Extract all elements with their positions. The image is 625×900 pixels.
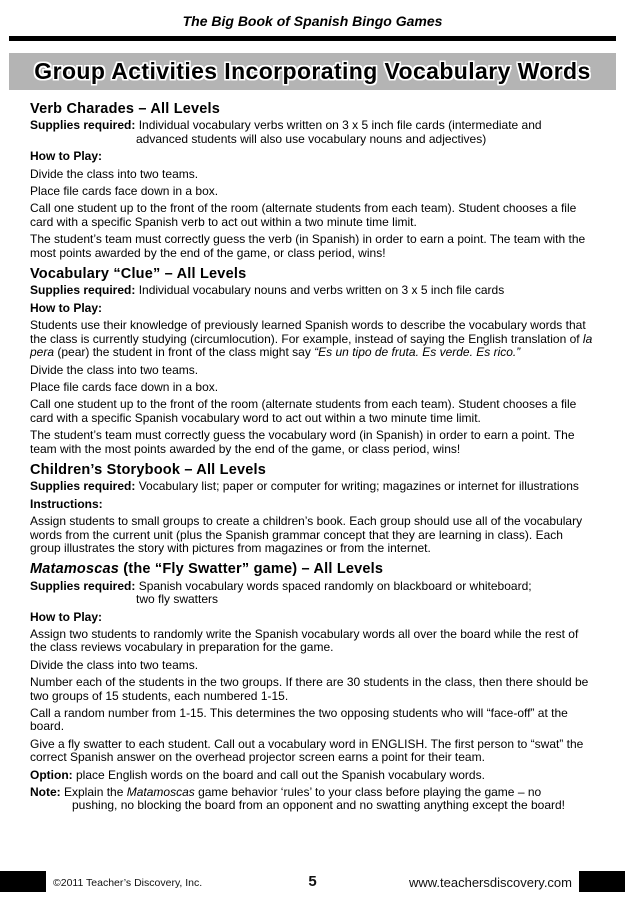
paragraph: [30, 150, 595, 163]
paragraph: [30, 738, 595, 765]
paragraph: [30, 659, 595, 672]
text-run: advanced students will also use vocabulary nouns and adjectives): [136, 131, 487, 146]
text-run: Verb Charades – All Levels: [30, 101, 221, 117]
text-run: Number each of the students in the two groups. If there are 30 students in the class, then there should be two groups of 15 students, each numbered 1-15.: [30, 675, 589, 703]
text-run: Individual vocabulary nouns and verbs written on 3 x 5 inch file cards: [135, 283, 505, 298]
paragraph: [30, 628, 595, 655]
text-run: Place file cards face down in a box.: [30, 184, 219, 199]
paragraph: [30, 398, 595, 425]
page-header: [0, 0, 625, 41]
section: [30, 103, 595, 260]
text-run: Note:: [30, 785, 61, 800]
text-run: Place file cards face down in a box.: [30, 379, 219, 394]
text-run: Students use their knowledge of previously learned Spanish words to describe the vocabulary words that the class is currently studying (circumlocution). For example, instead of saying the English translation of: [30, 318, 586, 346]
text-run: Assign students to small groups to create a children’s book. Each group should use all of the vocabulary words from the current unit (plus the Spanish grammar concept that they are learning in class). Each group illustrates the story with pictures from magazines or from the internet.: [30, 514, 583, 555]
text-run: How to Play:: [30, 149, 103, 164]
text-run: Matamoscas: [30, 561, 124, 578]
text-run: two fly swatters: [136, 592, 219, 607]
text-run: game behavior ‘rules’ to your class before playing the game – no: [194, 785, 542, 800]
title-banner: [9, 53, 616, 90]
text-run: “Es un tipo de fruta. Es verde. Es rico.”: [314, 345, 521, 360]
text-run: Explain the: [60, 785, 127, 800]
paragraph: [30, 786, 595, 813]
paragraph: [30, 364, 595, 377]
text-run: (the “Fly Swatter” game) – All Levels: [123, 561, 384, 578]
section-heading: [30, 563, 595, 576]
text-run: la pera: [30, 331, 593, 360]
paragraph: [30, 319, 595, 359]
sections: [0, 90, 625, 813]
page-title: Group Activities Incorporating Vocabulary Words: [34, 58, 591, 84]
paragraph: [30, 302, 595, 315]
text-run: Supplies required:: [30, 283, 136, 298]
footer-right-bar: [579, 871, 625, 892]
text-run: Divide the class into two teams.: [30, 657, 199, 672]
text-run: Supplies required:: [30, 118, 136, 133]
paragraph: [30, 580, 595, 607]
text-run: Call one student up to the front of the room (alternate students from each team). Student chooses a file card with a specific Spanish vocabulary word to act out within a two minute time limit.: [30, 397, 577, 425]
paragraph: [30, 707, 595, 734]
text-run: (pear) the student in front of the class might say: [54, 345, 315, 360]
paragraph: [30, 381, 595, 394]
text-run: Call one student up to the front of the room (alternate students from each team). Student chooses a file card with a specific Spanish verb to act out within a two minute time limit.: [30, 201, 577, 229]
text-run: Vocabulary “Clue” – All Levels: [30, 266, 247, 283]
text-run: Give a fly swatter to each student. Call out a vocabulary word in ENGLISH. The first person to “swat” the correct Spanish answer on the overhead projector screen earns a point for their team.: [30, 736, 584, 765]
section-heading: [30, 268, 595, 281]
paragraph: [30, 480, 595, 493]
paragraph: [30, 168, 595, 181]
text-run: Supplies required:: [30, 578, 136, 593]
text-run: How to Play:: [30, 300, 103, 315]
text-run: place English words on the board and call out the Spanish vocabulary words.: [72, 767, 485, 782]
paragraph: [30, 429, 595, 456]
text-run: Supplies required:: [30, 479, 136, 494]
paragraph: [30, 119, 595, 146]
text-run: Divide the class into two teams.: [30, 362, 199, 377]
text-run: Matamoscas: [126, 785, 195, 800]
text-run: The student’s team must correctly guess the vocabulary word (in Spanish) in order to earn a point. The team with the most points awarded by the end of the game, or class period, wins!: [30, 428, 575, 456]
text-run: Spanish vocabulary words spaced randomly on blackboard or whiteboard;: [135, 578, 532, 593]
text-run: Call a random number from 1-15. This determines the two opposing students who will “face-off” at the board.: [30, 706, 568, 734]
text-run: How to Play:: [30, 609, 103, 624]
header-rule: [9, 36, 616, 41]
text-run: Option:: [30, 767, 73, 782]
website-text: www.teachersdiscovery.com: [408, 875, 572, 890]
text-run: Assign two students to randomly write the Spanish vocabulary words all over the board while the rest of the class reviews vocabulary in preparation for the game.: [30, 627, 579, 655]
paragraph: [30, 185, 595, 198]
page-number: 5: [308, 873, 317, 890]
paragraph: [30, 769, 595, 782]
section-heading: [30, 461, 595, 478]
text-run: Vocabulary list; paper or computer for writing; magazines or internet for illustrations: [135, 479, 579, 494]
section: [30, 461, 595, 555]
section: [30, 268, 595, 456]
text-run: Instructions:: [30, 496, 103, 511]
text-run: Divide the class into two teams.: [30, 166, 199, 181]
copyright-text: ©2011 Teacher’s Discovery, Inc.: [53, 877, 203, 889]
paragraph: [30, 498, 595, 511]
text-run: pushing, no blocking the board from an opponent and no swatting anything except the board!: [72, 798, 566, 813]
paragraph: [30, 284, 595, 297]
page-footer: [0, 871, 625, 893]
paragraph: [30, 611, 595, 624]
text-run: Children’s Storybook – All Levels: [30, 461, 266, 478]
paragraph: [30, 515, 595, 555]
book-title: The Big Book of Spanish Bingo Games: [182, 13, 443, 29]
paragraph: [30, 233, 595, 260]
text-run: The student’s team must correctly guess the verb (in Spanish) in order to earn a point. The team with the most points awarded by the end of the game, or class period, wins!: [30, 232, 586, 260]
paragraph: [30, 676, 595, 703]
text-run: Individual vocabulary verbs written on 3 x 5 inch file cards (intermediate and: [135, 118, 542, 133]
section-heading: [30, 103, 595, 116]
paragraph: [30, 202, 595, 229]
section: [30, 563, 595, 813]
